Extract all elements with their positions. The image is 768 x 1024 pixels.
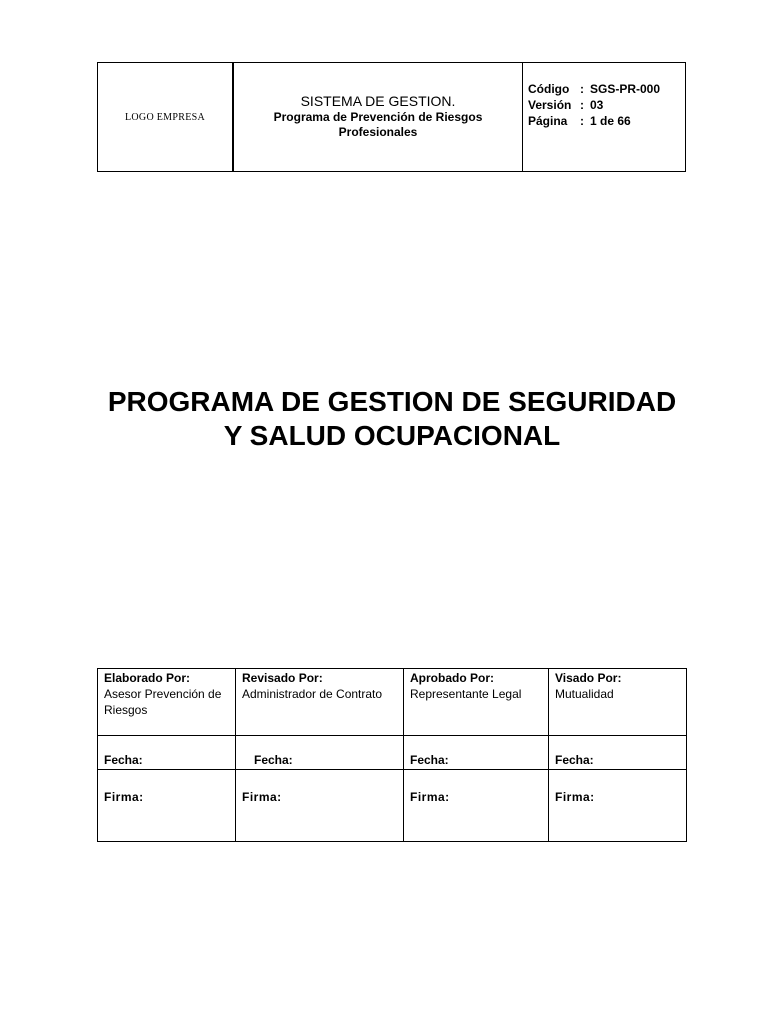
- document-title-line-1: PROGRAMA DE GESTION DE SEGURIDAD: [107, 386, 677, 417]
- meta-version: [528, 97, 685, 113]
- date-cell-visado: [549, 736, 687, 770]
- role-label-visado: Visado Por:: [555, 671, 622, 685]
- meta-separator: :: [580, 98, 584, 112]
- signature-cell-revisado: [236, 770, 404, 842]
- document-title: [60, 385, 724, 453]
- table-row-dates: [98, 736, 687, 770]
- date-label: Fecha:: [410, 753, 449, 767]
- cell-revisado: [236, 669, 404, 736]
- signature-label: Firma:: [242, 790, 282, 804]
- signature-label: Firma:: [555, 790, 595, 804]
- signature-cell-visado: [549, 770, 687, 842]
- meta-separator: :: [580, 82, 584, 96]
- cell-aprobado: [404, 669, 549, 736]
- cell-visado: [549, 669, 687, 736]
- meta-code: [528, 81, 685, 97]
- role-label-elaborado: Elaborado Por:: [104, 671, 191, 685]
- meta-code-value: SGS-PR-000: [590, 82, 661, 96]
- role-value-aprobado: Representante Legal: [410, 687, 522, 701]
- program-name: Programa de Prevención de Riesgos Profesionales: [273, 110, 483, 139]
- cell-elaborado: [98, 669, 236, 736]
- signature-cell-aprobado: [404, 770, 549, 842]
- date-label: Fecha:: [104, 753, 143, 767]
- table-row-signatures: [98, 770, 687, 842]
- signature-cell-elaborado: [98, 770, 236, 842]
- header-title-block: [234, 63, 523, 171]
- date-cell-elaborado: [98, 736, 236, 770]
- meta-version-label: Versión: [528, 98, 572, 112]
- system-title: SISTEMA DE GESTION.: [300, 93, 456, 109]
- role-value-elaborado: Asesor Prevención de Riesgos: [104, 687, 222, 717]
- approvals-table: [97, 668, 687, 842]
- document-header: [97, 62, 686, 172]
- signature-label: Firma:: [410, 790, 450, 804]
- meta-version-value: 03: [590, 98, 604, 112]
- role-value-visado: Mutualidad: [555, 687, 614, 701]
- table-row-roles: [98, 669, 687, 736]
- meta-separator: :: [580, 114, 584, 128]
- role-label-aprobado: Aprobado Por:: [410, 671, 494, 685]
- role-label-revisado: Revisado Por:: [242, 671, 323, 685]
- date-label: Fecha:: [254, 753, 293, 767]
- date-cell-aprobado: [404, 736, 549, 770]
- meta-code-label: Código: [528, 82, 570, 96]
- meta-page-label: Página: [528, 114, 568, 128]
- meta-page-value: 1 de 66: [590, 114, 631, 128]
- role-value-revisado: Administrador de Contrato: [242, 687, 383, 701]
- date-cell-revisado: [236, 736, 404, 770]
- document-title-line-2: Y SALUD OCUPACIONAL: [223, 420, 561, 451]
- signature-label: Firma:: [104, 790, 144, 804]
- date-label: Fecha:: [555, 753, 594, 767]
- company-logo-placeholder: [98, 63, 234, 171]
- document-metadata: [523, 63, 685, 171]
- logo-text: LOGO EMPRESA: [125, 111, 205, 123]
- meta-page: [528, 113, 685, 129]
